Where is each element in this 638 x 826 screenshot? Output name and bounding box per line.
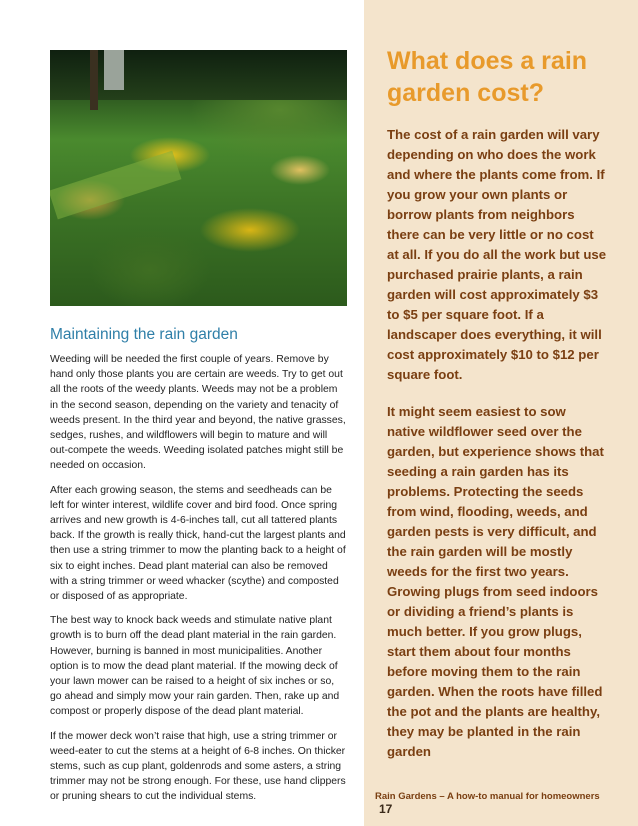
lawn-path	[50, 151, 181, 220]
tree-trunk	[90, 50, 98, 110]
rain-garden-photo	[50, 50, 347, 306]
body-paragraph: Weeding will be needed the first couple of years. Remove by hand only those plants you are certain are weeds. Try to get out all the roots of the weedy plants. Weeds may not be a problem in the second season, depending on the variety and tenacity of weeds present. In the third year and beyond, the native grasses, sedges, rushes, and wildflowers will begin to mature and will out-compete the weeds. Weeding isolated patches might still be needed on occasion.	[50, 354, 346, 472]
sidebar-panel	[364, 0, 638, 826]
house-wall	[104, 50, 124, 90]
body-paragraph: If the mower deck won’t raise that high, use a string trimmer or weed-eater to cut the stems at a height of 6-8 inches. On thicker stems, such as cup plant, goldenrods and some asters, a string trimmer may not be strong enough. For these, use hand clippers or pruning shears to cut the individual stems.	[50, 730, 346, 803]
sidebar-title: What does a rain garden cost?	[387, 47, 588, 107]
left-column	[50, 50, 347, 814]
sidebar-paragraph: It might seem easiest to sow native wildflower seed over the garden, but experience shows that seeding a rain garden has its problems. Protecting the seeds from wind, flooding, weeds, and garden pests is very difficult, and the rain garden will be mostly weeds for the first two years. Growing plugs from seed indoors or dividing a friend’s plants is much better. If you grow plugs, start them about four months before moving them to the rain garden. When the roots have filled the pot and the plants are healthy, they may be planted in the rain garden	[387, 404, 604, 759]
body-paragraph: After each growing season, the stems and seedheads can be left for winter interest, wildlife cover and bird food. Once spring arrives and new growth is 4-6-inches tall, cut all tattered plants back. If the growth is really thick, hand-cut the largest plants and then use a string trimmer to mow the planting back to a height of six to eight inches. Dead plant material can also be removed with a string trimmer or weed whacker (scythe) and composted or disposed of as appropriate.	[50, 484, 346, 603]
sidebar-paragraph: The cost of a rain garden will vary depending on who does the work and where the plants come from. If you grow your own plants or borrow plants from neighbors there can be very little or no cost at all. If you do all the work but use purchased prairie plants, a rain garden will cost approximately $3 to $5 per square foot. If a landscaper does everything, it will cost approximately $10 to $12 per square foot.	[387, 127, 607, 382]
section-heading: Maintaining the rain garden	[50, 326, 238, 343]
page-footer	[375, 791, 615, 816]
page-number: 17	[379, 802, 393, 816]
footer-text: Rain Gardens – A how-to manual for homeowners	[375, 791, 600, 802]
body-paragraph: The best way to knock back weeds and stimulate native plant growth is to burn off the dead plant material in the rain garden. However, burning is banned in most municipalities. Another option is to mow the dead plant material. If the mowing deck of your lawn mower can be raised to a height of six inches or so, go ahead and simply mow your rain garden. Then, rake up and compost or properly dispose of the dead plant material.	[50, 615, 340, 718]
sidebar-content	[387, 45, 607, 779]
